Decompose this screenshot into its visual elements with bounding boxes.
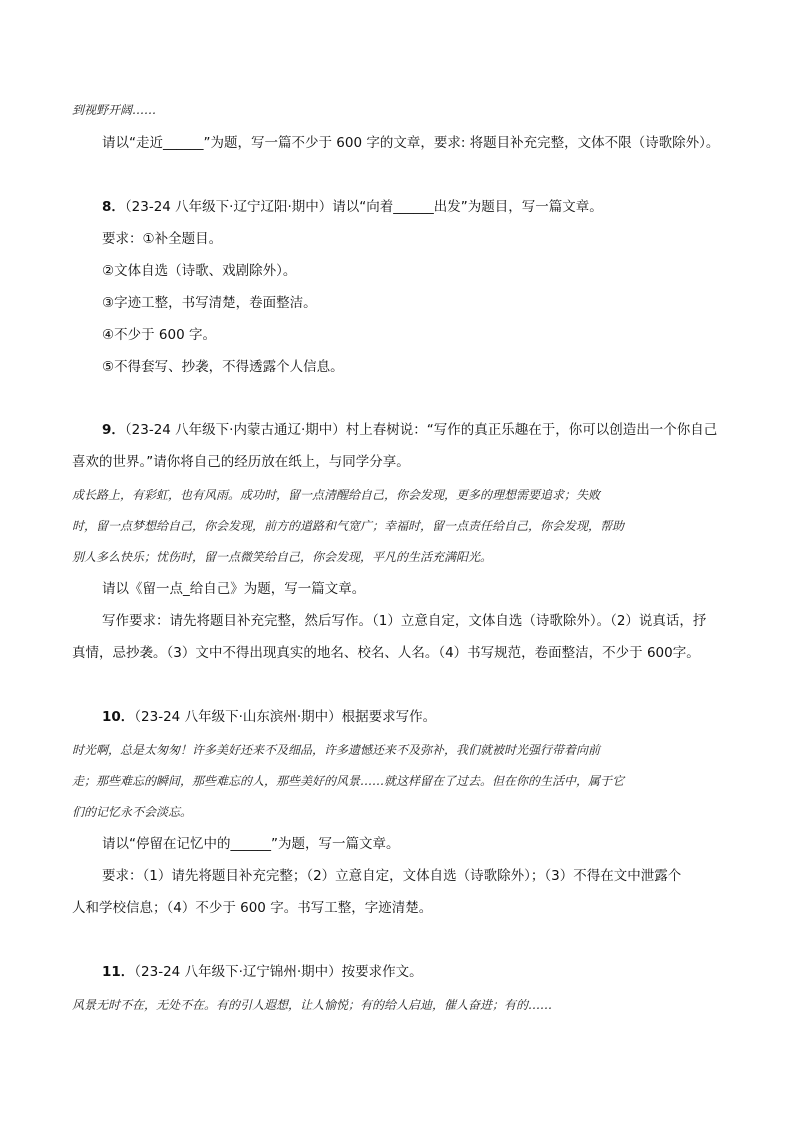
question-text: 村上春树说：“写作的真正乐趣在于，你可以创造出一个你自己: [345, 422, 718, 438]
question-prompt: 请以《留一点_给自己》为题，写一篇文章。: [102, 581, 366, 597]
material-line-1: 成长路上，有彩虹，也有风雨。成功时，留一点清醒给自己，你会发现，更多的理想需要追求；失败: [72, 488, 601, 502]
question-prompt: 请以“停留在记忆中的______”为题，写一篇文章。: [102, 836, 400, 852]
question-number: 8．: [102, 199, 125, 215]
question-number: 11．: [102, 964, 135, 980]
requirement-5: ⑤不得套写、抄袭，不得透露个人信息。: [102, 359, 344, 375]
writing-requirements: 要求：（1）请先将题目补充完整；（2）立意自定，文体自选（诗歌除外）；（3）不得在文中泄露个: [102, 868, 682, 884]
intro-prompt: 请以“走近______”为题，写一篇不少于 600 字的文章，要求: 将题目补充完整，文体不限（诗歌除外）。: [102, 135, 720, 151]
question-10-header: [102, 707, 436, 727]
question-task: 根据要求写作。: [341, 709, 437, 725]
writing-requirements: 写作要求：请先将题目补充完整，然后写作。（1）立意自定，文体自选（诗歌除外）。（2）说真话，抒: [102, 613, 707, 629]
question-source: （23-24 八年级下·山东滨州·期中）: [134, 709, 342, 725]
question-source: （23-24 八年级下·辽宁锦州·期中）: [134, 964, 342, 980]
requirement-1: 要求：①补全题目。: [102, 231, 223, 247]
requirement-4: ④不少于 600 字。: [102, 327, 216, 343]
intro-continuation: 到视野开阔……: [72, 103, 157, 117]
question-11-header: [102, 962, 423, 982]
material-line-3: 别人多么快乐；忧伤时，留一点微笑给自己，你会发现，平凡的生活充满阳光。: [72, 550, 493, 564]
question-number: 9．: [102, 422, 125, 438]
writing-requirements-cont: 真情，忌抄袭。（3）文中不得出现真实的地名、校名、人名。（4）书写规范，卷面整洁，不少于 600字。: [72, 645, 700, 661]
material-line-1: 风景无时不在，无处不在。有的引人遐想，让人愉悦；有的给人启迪，催人奋进；有的……: [72, 998, 553, 1012]
material-line-2: 时，留一点梦想给自己，你会发现，前方的道路和气宽广；幸福时，留一点责任给自己，你会发现，帮助: [72, 519, 625, 533]
requirement-3: ③字迹工整，书写清楚，卷面整洁。: [102, 295, 317, 311]
question-task: 按要求作文。: [341, 964, 423, 980]
question-number: 10．: [102, 709, 135, 725]
question-8-header: [102, 197, 603, 217]
material-line-1: 时光啊，总是太匆匆！许多美好还来不及细品，许多遗憾还来不及弥补，我们就被时光强行带着向前: [72, 743, 601, 757]
question-source: （23-24 八年级下·辽宁辽阳·期中）: [124, 199, 333, 215]
material-line-3: 们的记忆永不会淡忘。: [72, 805, 193, 819]
requirement-2: ②文体自选（诗歌、戏剧除外）。: [102, 263, 297, 279]
writing-requirements-cont: 人和学校信息；（4）不少于 600 字。书写工整，字迹清楚。: [72, 900, 433, 916]
question-9-header: [102, 420, 717, 440]
material-line-2: 走；那些难忘的瞬间，那些难忘的人，那些美好的风景……就这样留在了过去。但在你的生活中，属于它: [72, 774, 625, 788]
question-prompt: 请以“向着______出发”为题目，写一篇文章。: [332, 199, 603, 215]
question-text-cont: 喜欢的世界。”请你将自己的经历放在纸上，与同学分享。: [72, 454, 410, 470]
question-source: （23-24 八年级下·内蒙古通辽·期中）: [124, 422, 346, 438]
